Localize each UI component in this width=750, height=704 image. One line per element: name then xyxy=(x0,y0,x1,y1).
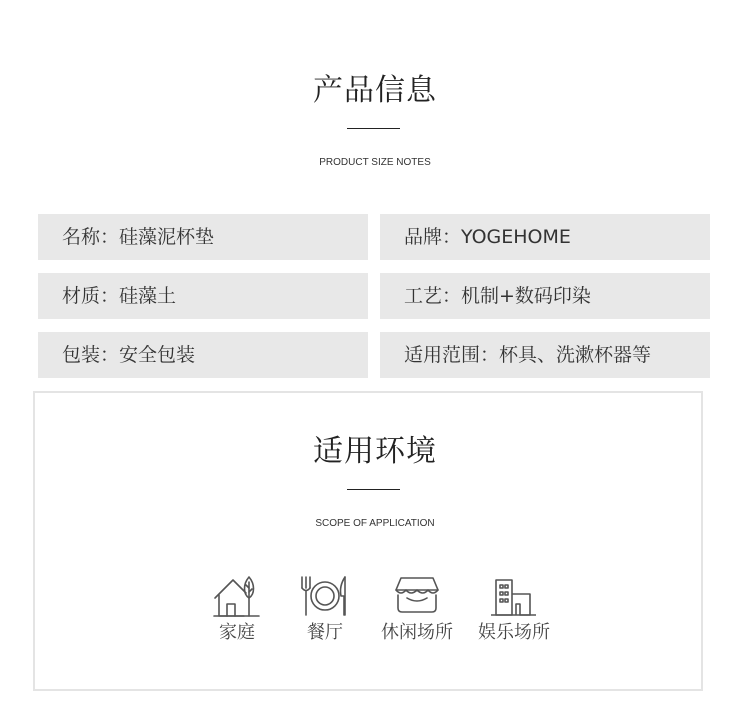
spec-material: 材质：硅藻土 xyxy=(38,273,368,319)
scope-item-restaurant xyxy=(283,574,367,646)
spec-packaging: 包装：安全包装 xyxy=(38,332,368,378)
scope-item-entertainment xyxy=(472,574,556,646)
scope-item-home xyxy=(195,574,279,646)
spec-name: 名称：硅藻泥杯垫 xyxy=(38,214,368,260)
scope-item-label: 休闲场所 xyxy=(381,622,453,643)
product-info-title: 产品信息 xyxy=(313,73,437,108)
scope-item-leisure xyxy=(375,574,459,646)
plate-cutlery-icon xyxy=(298,574,352,618)
scope-subtitle: SCOPE OF APPLICATION xyxy=(315,518,435,529)
product-info-subtitle: PRODUCT SIZE NOTES xyxy=(319,157,431,168)
scope-item-label: 餐厅 xyxy=(307,622,343,643)
scope-divider xyxy=(347,489,400,490)
title-divider xyxy=(347,128,400,129)
scope-title: 适用环境 xyxy=(313,434,437,469)
spec-craft: 工艺：机制+数码印染 xyxy=(380,273,710,319)
buildings-icon xyxy=(490,574,538,618)
spec-brand: 品牌：YOGEHOME xyxy=(380,214,710,260)
storefront-icon xyxy=(393,574,441,618)
house-tree-icon xyxy=(213,574,261,618)
scope-item-label: 家庭 xyxy=(219,622,255,643)
spec-usage: 适用范围：杯具、洗漱杯器等 xyxy=(380,332,710,378)
scope-item-label: 娱乐场所 xyxy=(478,622,550,643)
